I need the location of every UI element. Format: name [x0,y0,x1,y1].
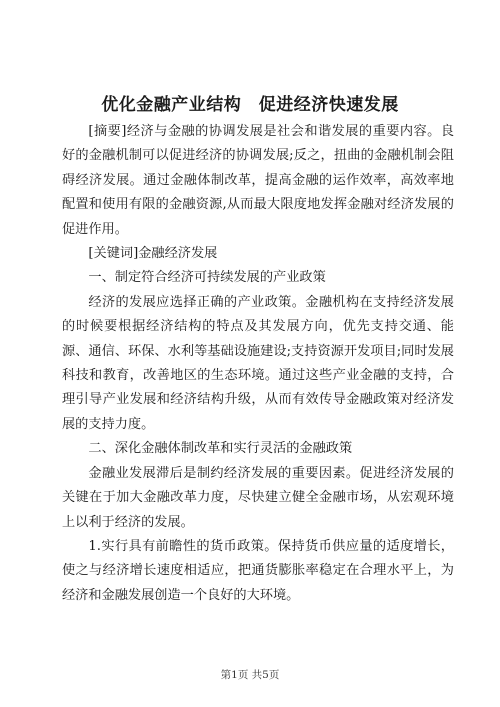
keywords-paragraph: [关键词]金融经济发展 [88,246,218,262]
document-body [62,120,454,608]
section-heading-1: 一、制定符合经济可持续发展的产业政策 [88,270,326,286]
document-title: 优化金融产业结构 促进经济快速发展 [101,95,399,115]
body-paragraph: 1.实行具有前瞻性的货币政策。保持货币供应量的适度增长，使之与经济增长速度相适应，把通货膨胀率稳定在合理水平上，为经济和金融发展创造一个良好的大环境。 [62,538,454,603]
body-paragraph: 金融业发展滞后是制约经济发展的重要因素。促进经济发展的关键在于加大金融改革力度，尽快建立健全金融市场，从宏观环境上以利于经济的发展。 [62,465,454,530]
abstract-paragraph: [摘要]经济与金融的协调发展是社会和谐发展的重要内容。良好的金融机制可以促进经济的协调发展;反之，扭曲的金融机制会阻碍经济发展。通过金融体制改革，提高金融的运作效率，高效率地配置和使用有限的金融资源,从而最大限度地发挥金融对经济发展的促进作用。 [62,124,454,237]
body-paragraph: 经济的发展应选择正确的产业政策。金融机构在支持经济发展的时候要根据经济结构的特点及其发展方向，优先支持交通、能源、通信、环保、水利等基础设施建设;支持资源开发项目;同时发展科技和教育，改善地区的生态环境。通过这些产业金融的支持，合理引导产业发展和经济结构升级，从而有效传导金融政策对经济发展的支持力度。 [62,294,454,432]
section-heading-2: 二、深化金融体制改革和实行灵活的金融政策 [88,441,353,457]
page-number-footer: 第1页 共5页 [220,669,280,681]
